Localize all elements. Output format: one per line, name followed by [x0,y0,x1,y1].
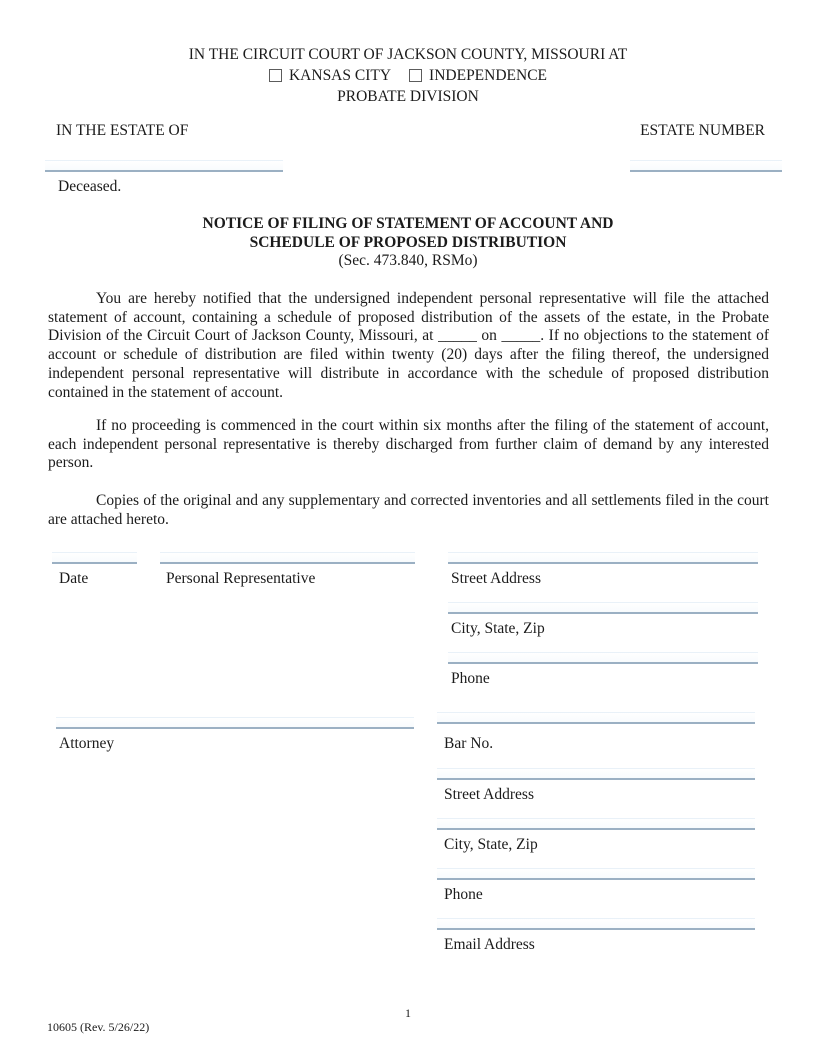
page-number: 1 [405,1006,411,1020]
estate-number-label: ESTATE NUMBER [640,122,765,139]
attorney-city-state-zip-label: City, State, Zip [444,836,538,853]
kansas-city-checkbox[interactable] [269,69,282,82]
estate-number-input-line[interactable] [630,160,782,172]
venue-row [0,65,816,86]
estate-of-label: IN THE ESTATE OF [56,122,189,139]
attorney-street-address-label: Street Address [444,786,534,803]
independence-checkbox[interactable] [409,69,422,82]
division-title: PROBATE DIVISION [337,88,479,105]
independence-label: INDEPENDENCE [429,67,548,84]
kansas-city-label: KANSAS CITY [288,67,392,84]
attorney-bar-no-label: Bar No. [444,735,494,752]
attorney-street-address-input-line[interactable] [437,768,755,780]
paragraph-notice: You are hereby notified that the undersigned independent personal representative will file the attached statement of account, containing a schedule of proposed distribution of the assets of the estate, in the Probate Division of the Circuit Court of Jackson County, Missouri, at _____ on _____. If no objections to the statement of account or schedule of distribution are filed within twenty (20) days after the filing thereof, the undersigned independent personal representative will distribute in accordance with the schedule of proposed distribution contained in the statement of account. [48,290,769,401]
personal-representative-label: Personal Representative [166,570,316,587]
form-header [0,44,816,107]
pr-phone-label: Phone [451,670,490,687]
venue-option-kansas-city [269,65,391,86]
pr-street-address-input-line[interactable] [448,552,758,564]
court-title: IN THE CIRCUIT COURT OF JACKSON COUNTY, MISSOURI AT [188,46,628,63]
attorney-label: Attorney [59,735,115,752]
date-input-line[interactable] [52,552,137,564]
pr-phone-input-line[interactable] [448,652,758,664]
pr-city-state-zip-input-line[interactable] [448,602,758,614]
deceased-label: Deceased. [58,178,122,195]
personal-representative-input-line[interactable] [160,552,415,564]
venue-option-independence [409,65,547,86]
attorney-bar-no-input-line[interactable] [437,712,755,724]
statute-reference: (Sec. 473.840, RSMo) [338,252,478,270]
paragraph-discharge: If no proceeding is commenced in the court within six months after the filing of the statement of account, each independent personal representative is thereby discharged from further claim of demand by any interested person. [48,417,769,472]
attorney-input-line[interactable] [56,717,414,729]
notice-title-line1: NOTICE OF FILING OF STATEMENT OF ACCOUNT AND [202,215,614,232]
attorney-phone-input-line[interactable] [437,868,755,880]
form-number: 10605 (Rev. 5/26/22) [47,1020,150,1034]
notice-title-line2: SCHEDULE OF PROPOSED DISTRIBUTION [249,233,567,251]
attorney-city-state-zip-input-line[interactable] [437,818,755,830]
paragraph-copies: Copies of the original and any supplementary and corrected inventories and all settlements filed in the court are attached hereto. [48,492,769,528]
attorney-email-address-label: Email Address [444,936,535,953]
attorney-email-address-input-line[interactable] [437,918,755,930]
pr-city-state-zip-label: City, State, Zip [451,620,545,637]
attorney-phone-label: Phone [444,886,483,903]
date-label: Date [59,570,89,587]
notice-title [0,215,816,271]
estate-name-input-line[interactable] [45,160,283,172]
pr-street-address-label: Street Address [451,570,541,587]
